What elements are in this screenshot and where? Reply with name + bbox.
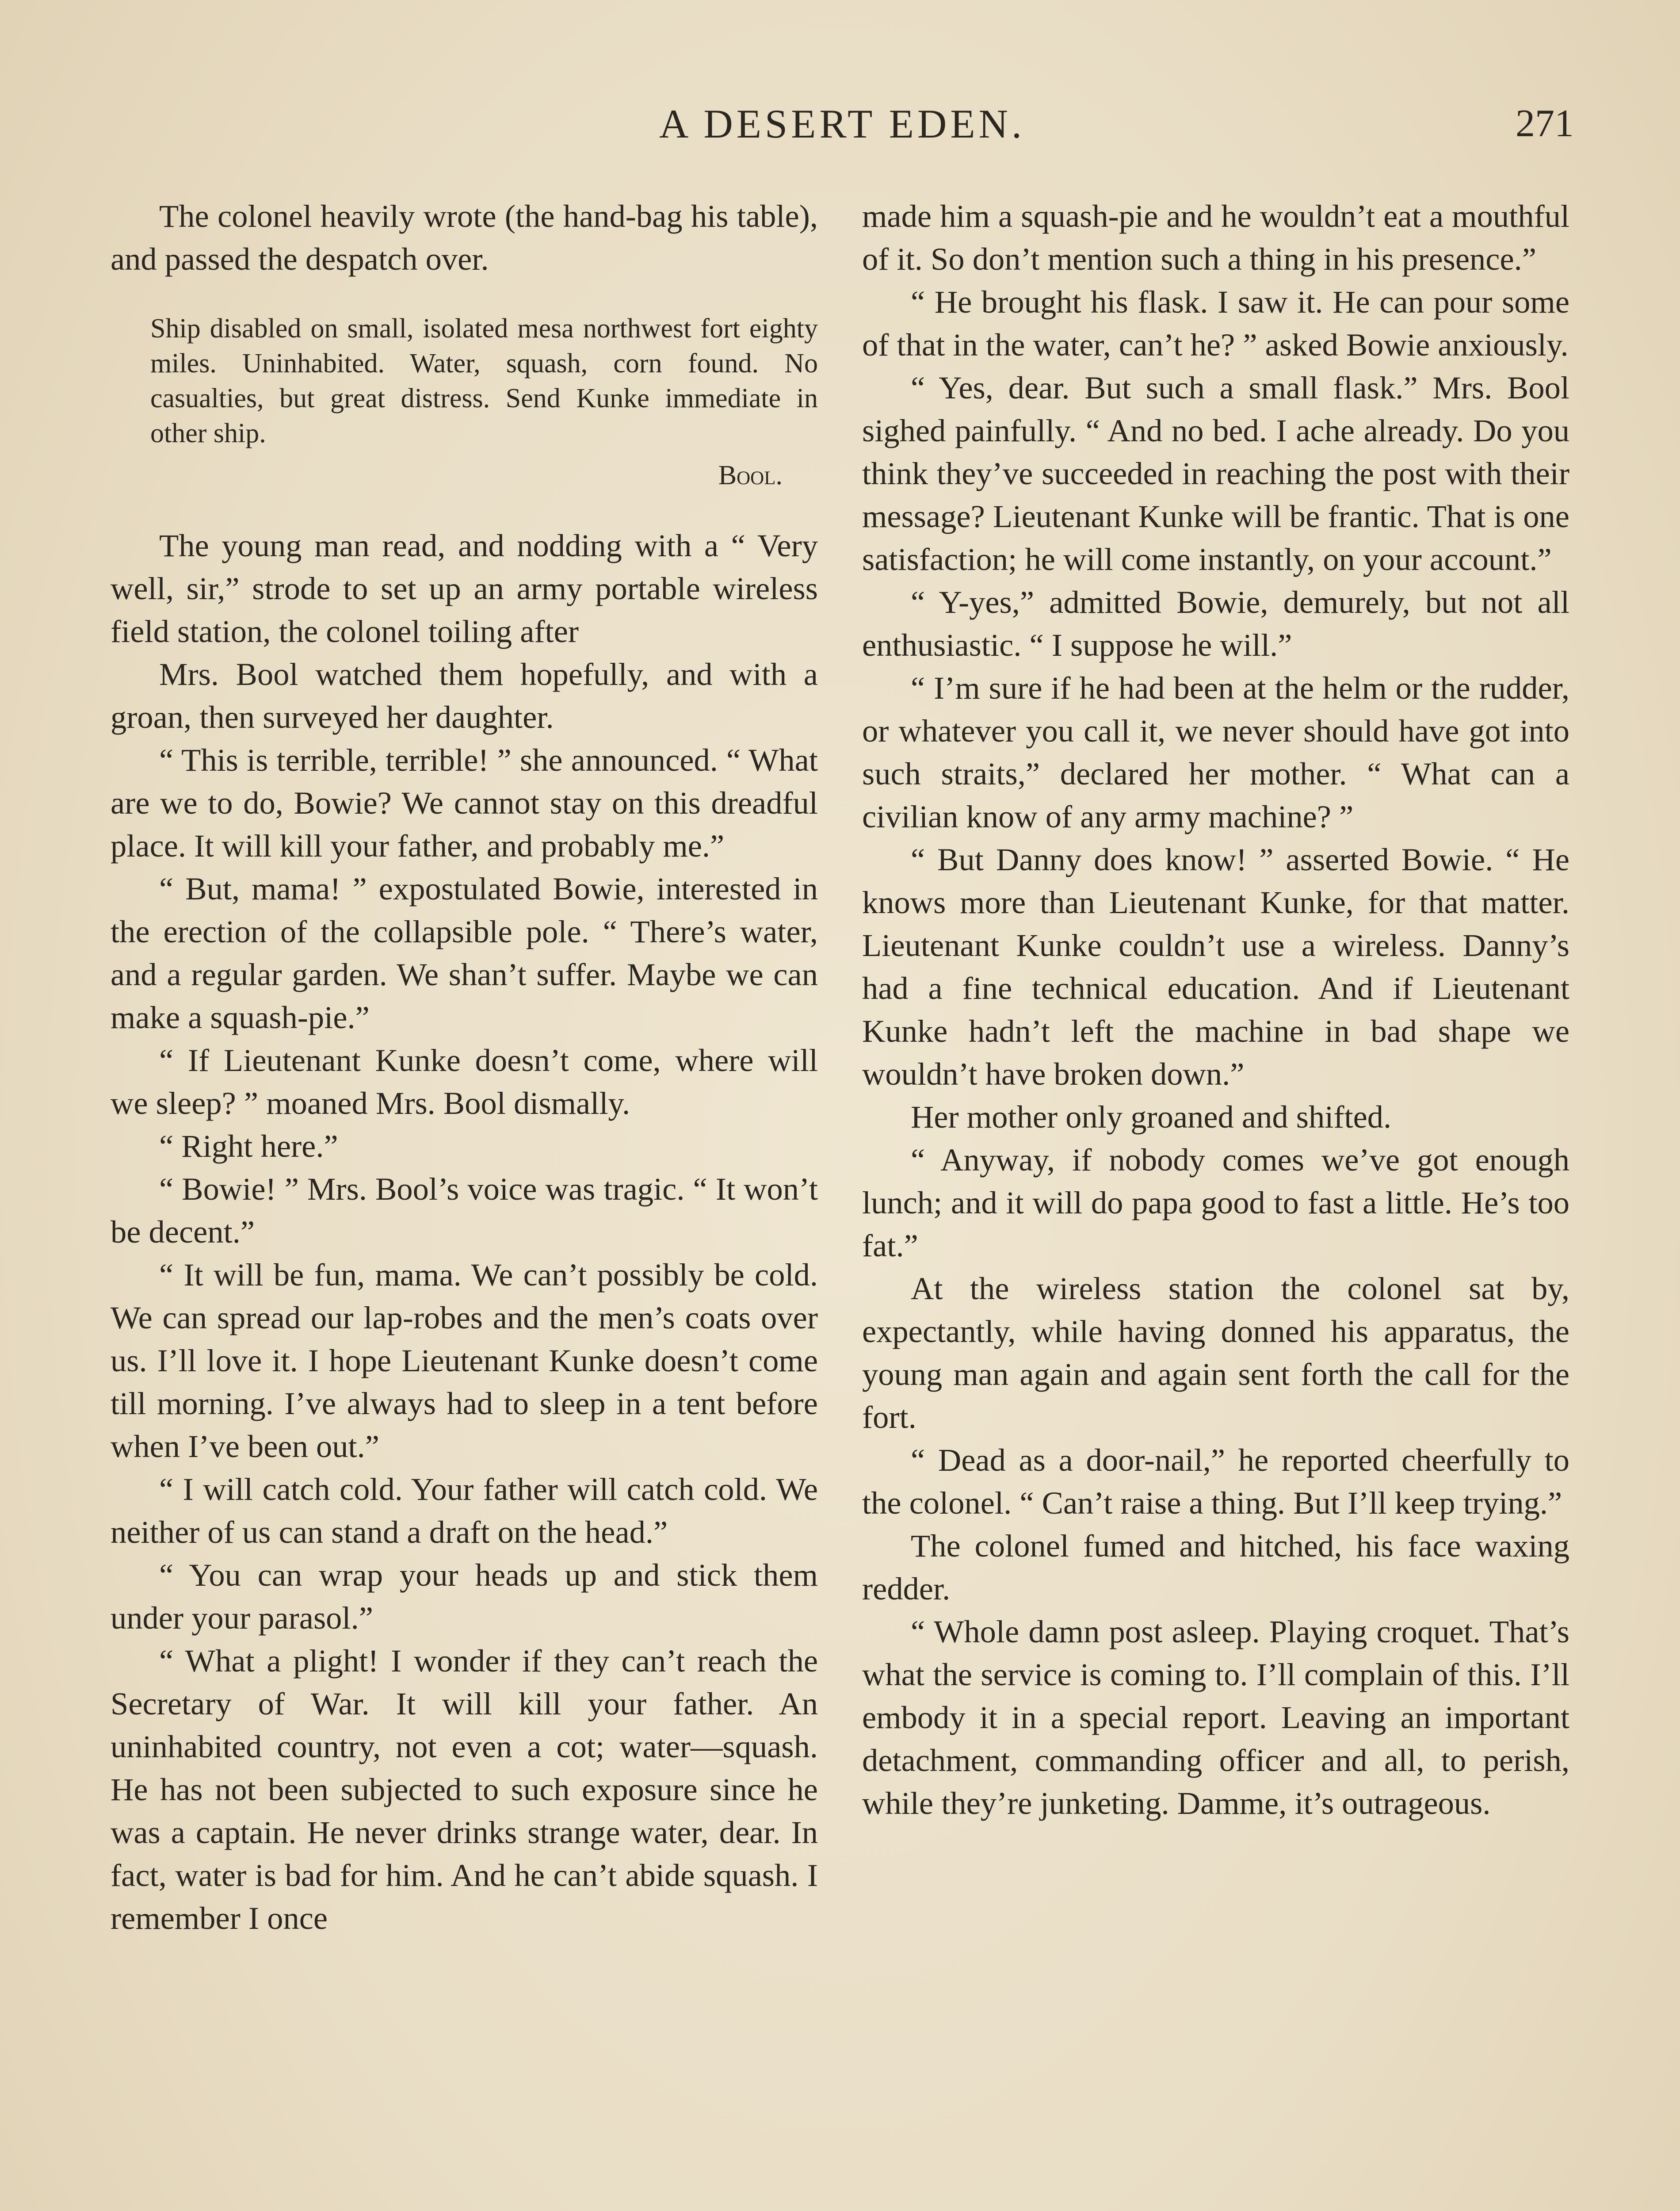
paragraph: “ Anyway, if nobody comes we’ve got enough lunch; and it will do papa good to fast a little. He’s too fat.” — [862, 1142, 1569, 1263]
paragraph: “ I will catch cold. Your father will catch cold. We neither of us can stand a draft on the head.” — [111, 1471, 818, 1550]
paragraph: Mrs. Bool watched them hopefully, and with a groan, then surveyed her daughter. — [111, 656, 818, 735]
paragraph: The young man read, and nodding with a “ Very well, sir,” strode to set up an army portable wireless field station, the colonel toiling after — [111, 528, 818, 649]
paragraph: “ This is terrible, terrible! ” she announced. “ What are we to do, Bowie? We cannot stay on this dreadful place. It will kill your father, and probably me.” — [111, 742, 818, 864]
running-title: A DESERT EDEN. — [659, 101, 1025, 146]
paragraph: “ Dead as a door-nail,” he reported cheerfully to the colonel. “ Can’t raise a thing. But I’ll keep trying.” — [862, 1442, 1569, 1521]
paragraph: “ Right here.” — [159, 1128, 338, 1164]
telegram-block — [111, 311, 818, 493]
paragraph-continuation: made him a squash-pie and he wouldn’t eat a mouthful of it. So don’t mention such a thing in his presence.” — [862, 198, 1569, 277]
paragraph: “ It will be fun, mama. We can’t possibly be cold. We can spread our lap-robes and the men’s coats over us. I’ll love it. I hope Lieutenant Kunke doesn’t come till morning. I’ve always had to sleep in a tent before when I’ve been out.” — [111, 1257, 818, 1464]
paragraph: “ Y-yes,” admitted Bowie, demurely, but not all enthusiastic. “ I suppose he will.” — [862, 584, 1569, 663]
paragraph: “ I’m sure if he had been at the helm or the rudder, or whatever you call it, we never should have got into such straits,” declared her mother. “ What can a civilian know of any army machine? ” — [862, 670, 1569, 834]
paragraph: Her mother only groaned and shifted. — [911, 1099, 1392, 1135]
paragraph: At the wireless station the colonel sat by, expectantly, while having donned his apparatus, the young man again and again sent forth the call for the fort. — [862, 1270, 1569, 1435]
right-column — [862, 195, 1569, 1825]
page-header — [111, 99, 1574, 157]
telegram-text: Ship disabled on small, isolated mesa northwest fort eighty miles. Uninhabited. Water, squash, corn found. No casualties, but great distress. Send Kunke immediate in other ship. — [150, 314, 818, 448]
left-column — [111, 195, 818, 1939]
telegram-signature: Bool. — [718, 460, 783, 490]
paragraph: “ Yes, dear. But such a small flask.” Mrs. Bool sighed painfully. “ And no bed. I ache already. Do you think they’ve succeeded in reaching the post with their message? Lieutenant Kunke will be frantic. That is one satisfaction; he will come instantly, on your account.” — [862, 370, 1569, 577]
paragraph: “ But, mama! ” expostulated Bowie, interested in the erection of the collapsible pole. “ There’s water, and a regular garden. We shan’t suffer. Maybe we can make a squash-pie.” — [111, 871, 818, 1035]
paragraph: “ Whole damn post asleep. Playing croquet. That’s what the service is coming to. I’ll complain of this. I’ll embody it in a special report. Leaving an important detachment, commanding officer and all, to perish, while they’re junketing. Damme, it’s outrageous. — [862, 1614, 1569, 1821]
paragraph: “ If Lieutenant Kunke doesn’t come, where will we sleep? ” moaned Mrs. Bool dismally. — [111, 1042, 818, 1121]
page-number: 271 — [1516, 102, 1574, 145]
paragraph: “ He brought his flask. I saw it. He can pour some of that in the water, can’t he? ” asked Bowie anxiously. — [862, 284, 1569, 363]
paragraph: “ Bowie! ” Mrs. Bool’s voice was tragic. “ It won’t be decent.” — [111, 1171, 818, 1250]
paragraph: The colonel fumed and hitched, his face waxing redder. — [862, 1528, 1569, 1607]
paragraph: “ But Danny does know! ” asserted Bowie. “ He knows more than Lieutenant Kunke, for that matter. Lieutenant Kunke couldn’t use a wireless. Danny’s had a fine technical education. And if Lieutenant Kunke hadn’t left the machine in bad shape we wouldn’t have broken down.” — [862, 842, 1569, 1092]
paragraph: The colonel heavily wrote (the hand-bag his table), and passed the despatch over. — [111, 198, 818, 277]
paragraph: “ You can wrap your heads up and stick them under your parasol.” — [111, 1557, 818, 1636]
paragraph: “ What a plight! I wonder if they can’t reach the Secretary of War. It will kill your father. An uninhabited country, not even a cot; water—squash. He has not been subjected to such exposure since he was a captain. He never drinks strange water, dear. In fact, water is bad for him. And he can’t abide squash. I remember I once — [111, 1643, 818, 1936]
